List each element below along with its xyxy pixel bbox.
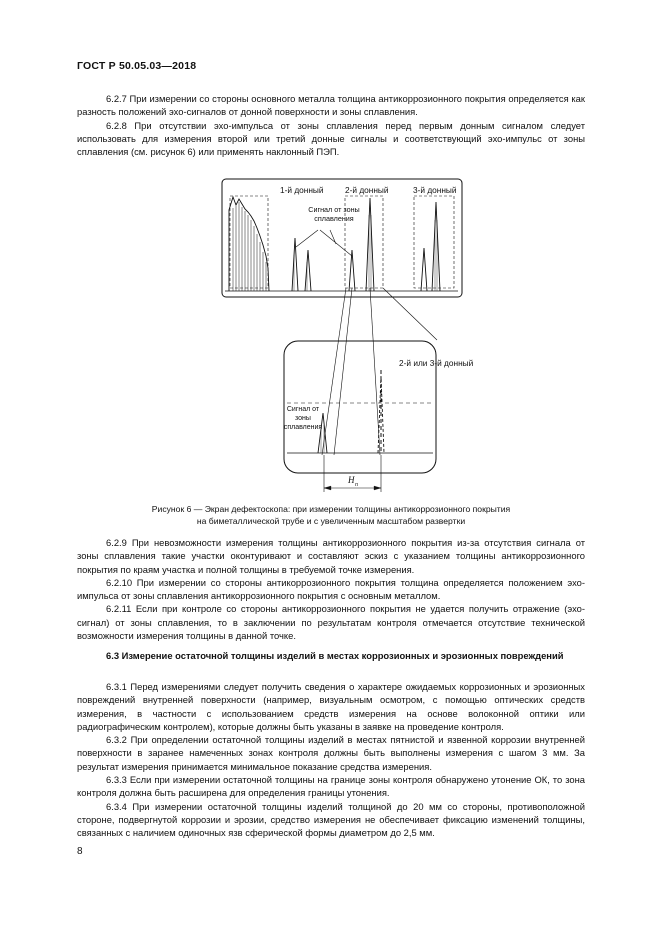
paragraph-6-2-10: 6.2.10 При измерении со стороны антикоррозионного покрытия толщина определяется положением эхо-импульса от зоны сплавления антикоррозионного покрытия с основным металлом.	[77, 576, 585, 602]
figure-caption	[77, 503, 585, 527]
paragraph-6-3-4: 6.3.4 При измерении остаточной толщины изделий толщиной до 20 мм со стороны, противоположной стороне, подвергнутой коррозии и эрозии, средство измерения не обеспечивает фиксацию изменений толщины, связанных с наличием одиночных язв сферической формы диаметром до 2,5 мм.	[77, 800, 585, 839]
paragraph-6-3-3: 6.3.3 Если при измерении остаточной толщины на границе зоны контроля обнаружено утонение ОК, то зона контроля должна быть расширена для определения границы утонения.	[77, 774, 585, 799]
paragraphs-bottom	[77, 680, 585, 840]
upper-screen	[222, 179, 462, 297]
bottom-peak-2	[366, 198, 374, 291]
label-third-bottom: 3-й донный	[413, 185, 457, 195]
dim-label-sub: п	[355, 482, 358, 488]
caption-line2: на биметаллической трубе и с увеличенным масштабом развертки	[196, 516, 466, 526]
bottom-peak-1	[305, 250, 311, 291]
paragraph-6-3-2: 6.3.2 При определении остаточной толщины изделий в местах пятнистой и язвенной коррозии внутренней поверхности в заранее намеченных зонах контроля должны быть выполнены измерения с шагом 3 мм. За результат измерения принимается минимальное показание средства измерения.	[77, 734, 585, 772]
paragraph-6-2-8: 6.2.8 При отсутствии эхо-импульса от зоны сплавления перед первым донным сигналом следует использовать для измерения второй или третий донные сигналы и соответствующий эхо-импульс от зоны сплавления (см. рисунок 6) или применять наклонный ПЭП.	[77, 119, 585, 158]
zoom-fusion-peak	[318, 413, 327, 453]
label-second-bottom: 2-й донный	[345, 185, 389, 195]
dim-label-h: H	[348, 475, 355, 485]
caption-line1: Рисунок 6 — Экран дефектоскопа: при измерении толщины антикоррозионного покрытия	[151, 504, 511, 514]
zoom-projection	[322, 288, 437, 455]
bottom-peak-3	[432, 202, 440, 291]
fusion-peak-2	[349, 250, 355, 291]
zoom-signal-line2: зоны	[295, 415, 311, 422]
zoom-label-bottom: 2-й или 3-й донный	[399, 358, 474, 368]
paragraph-6-3-1: 6.3.1 Перед измерениями следует получить сведения о характере ожидаемых коррозионных и эрозионных повреждений внутренней поверхности (например, визуальным осмотром, с помощью оптических средств измерения, в частности с использованием средств измерения на основе волоконной оптики или радиографическим контролем), которые должны быть указаны в заявке на проведение контроля.	[77, 681, 585, 732]
fusion-peak-3	[421, 248, 427, 291]
initial-pulse-hatch	[233, 202, 266, 291]
zoom-signal-line1: Сигнал от	[286, 406, 320, 413]
signal-leaders	[296, 230, 352, 256]
label-first-bottom: 1-й донный	[280, 185, 324, 195]
page-number: 8	[77, 846, 83, 857]
section-heading-6-3: 6.3 Измерение остаточной толщины изделий в местах коррозионных и эрозионных повреждений	[106, 650, 564, 661]
paragraphs-mid	[77, 536, 585, 642]
label-signal-line1: Сигнал от зоны	[308, 205, 360, 214]
paragraph-6-2-9: 6.2.9 При невозможности измерения толщины антикоррозионного покрытия из-за отсутствия сигнала от зоны сплавления такие участки оконтуривают и составляют эскиз с указанием толщины антикоррозионного покрытия по краям участка и полной толщины в требуемой точке измерения.	[77, 537, 585, 575]
paragraph-6-2-11: 6.2.11 Если при контроле со стороны антикоррозионного покрытия не удается получить отражение (эхо-сигнал) от зоны сплавления, то в заключении по результатам контроля отмечается отсутствие технической возможности измерения толщины в данной точке.	[77, 603, 585, 642]
paragraph-6-2-7: 6.2.7 При измерении со стороны основного металла толщина антикоррозионного покрытия определяется как разность положений эхо-сигналов от донной поверхности и зоны сплавления.	[77, 93, 585, 118]
label-signal-line2: сплавления	[314, 214, 354, 223]
document-header: ГОСТ Р 50.05.03—2018	[77, 60, 197, 72]
zoom-signal-line3: сплавления	[283, 424, 323, 431]
peak-hatch	[294, 215, 437, 291]
